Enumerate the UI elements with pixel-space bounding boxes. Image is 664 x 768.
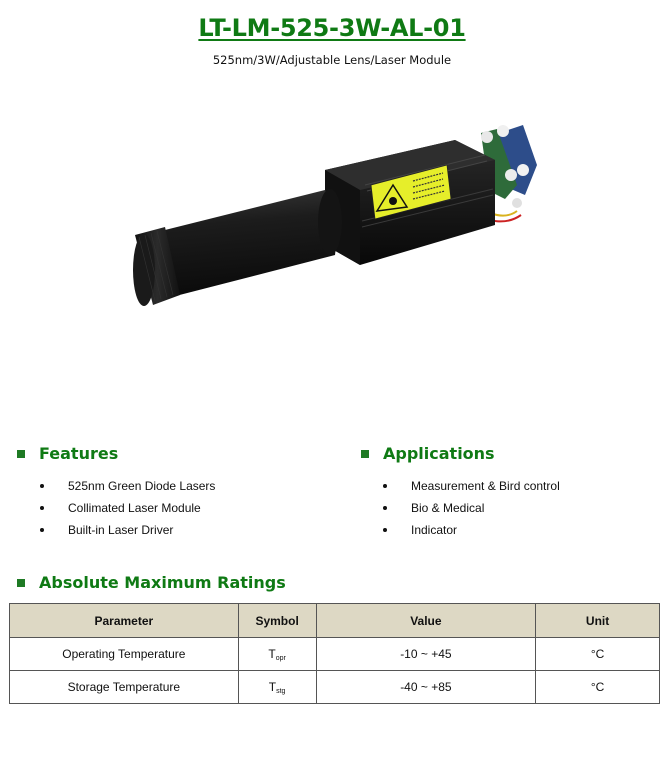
application-item: Measurement & Bird control <box>383 475 560 497</box>
product-title: LT-LM-525-3W-AL-01 <box>198 14 466 42</box>
ratings-heading: Absolute Maximum Ratings <box>17 573 286 592</box>
square-bullet-icon <box>17 450 25 458</box>
value-cell: -10 ~ +45 <box>316 638 536 671</box>
unit-cell: °C <box>536 638 660 671</box>
bullet-icon <box>383 484 387 488</box>
feature-item: Collimated Laser Module <box>40 497 215 519</box>
table-row <box>10 671 660 704</box>
features-heading: Features <box>17 444 118 463</box>
bullet-icon <box>383 506 387 510</box>
column-header-unit: Unit <box>536 604 660 638</box>
table-row <box>10 638 660 671</box>
parameter-cell: Operating Temperature <box>10 638 239 671</box>
column-header-value: Value <box>316 604 536 638</box>
column-header-parameter: Parameter <box>10 604 239 638</box>
column-header-symbol: Symbol <box>238 604 316 638</box>
bullet-icon <box>40 484 44 488</box>
unit-cell: °C <box>536 671 660 704</box>
bullet-icon <box>383 528 387 532</box>
square-bullet-icon <box>361 450 369 458</box>
table-header-row <box>10 604 660 638</box>
symbol-cell: $T_{stg}$ <box>238 671 316 704</box>
applications-list <box>383 475 560 541</box>
feature-item: Built-in Laser Driver <box>40 519 215 541</box>
symbol-cell: $T_{opr}$ <box>238 638 316 671</box>
laser-module-image <box>125 115 565 315</box>
bullet-icon <box>40 528 44 532</box>
application-item: Indicator <box>383 519 560 541</box>
applications-heading: Applications <box>361 444 495 463</box>
product-subtitle: 525nm/3W/Adjustable Lens/Laser Module <box>212 53 452 67</box>
features-list <box>40 475 215 541</box>
ratings-table <box>9 603 660 704</box>
parameter-cell: Storage Temperature <box>10 671 239 704</box>
value-cell: -40 ~ +85 <box>316 671 536 704</box>
bullet-icon <box>40 506 44 510</box>
square-bullet-icon <box>17 579 25 587</box>
application-item: Bio & Medical <box>383 497 560 519</box>
feature-item: 525nm Green Diode Lasers <box>40 475 215 497</box>
